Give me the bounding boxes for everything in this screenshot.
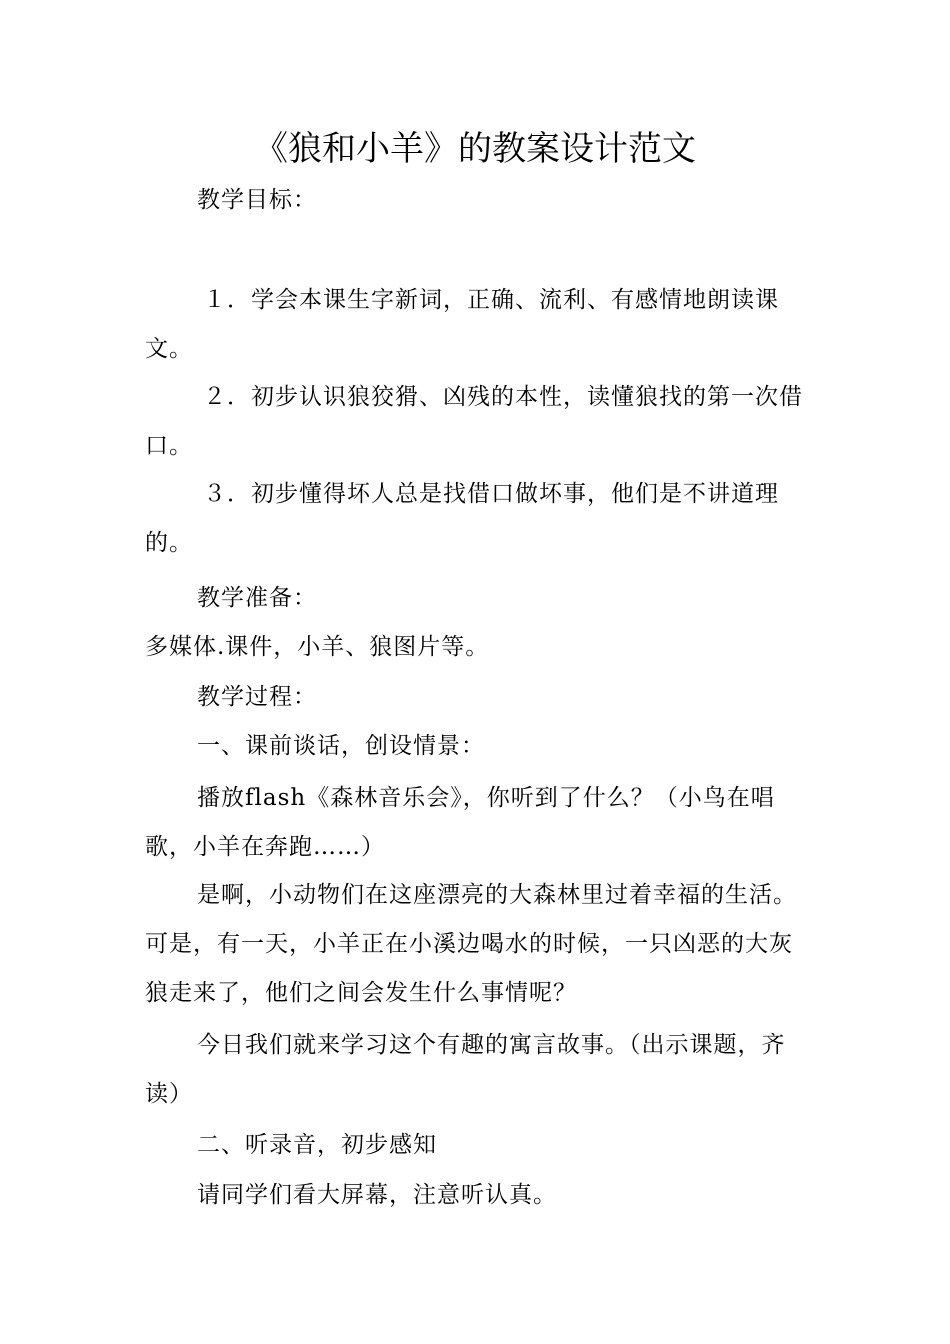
paragraph-step-1-flash: 播放flash《森林音乐会》，你听到了什么？（小鸟在唱歌，小羊在奔跑……） <box>145 785 775 860</box>
paragraph-objective-2: ２．初步认识狼狡猾、凶残的本性，读懂狼找的第一次借口。 <box>145 384 803 459</box>
paragraph-process-heading: 教学过程： <box>197 684 317 710</box>
paragraph-preparation-heading: 教学准备： <box>197 585 317 611</box>
paragraph-step-1-story: 是啊，小动物们在这座漂亮的大森林里过着幸福的生活。可是，有一天，小羊正在小溪边喝水的时候，一只凶恶的大灰狼走来了，他们之间会发生什么事情呢？ <box>145 882 797 1006</box>
paragraph-step-2-instruction: 请同学们看大屏幕，注意听认真。 <box>197 1182 557 1208</box>
document-title: 《狼和小羊》的教案设计范文 <box>254 129 696 169</box>
paragraph-objective-3: ３．初步懂得坏人总是找借口做坏事，他们是不讲道理的。 <box>145 481 779 556</box>
paragraph-step-1-topic: 今日我们就来学习这个有趣的寓言故事。（出示课题，齐读） <box>145 1032 786 1107</box>
paragraph-step-1-heading: 一、课前谈话，创设情景： <box>197 733 485 759</box>
paragraph-step-2-heading: 二、听录音，初步感知 <box>197 1132 437 1158</box>
paragraph-objectives-heading: 教学目标： <box>197 187 317 213</box>
paragraph-preparation: 多媒体.课件，小羊、狼图片等。 <box>145 634 490 660</box>
paragraph-objective-1: １．学会本课生字新词，正确、流利、有感情地朗读课文。 <box>145 287 779 362</box>
